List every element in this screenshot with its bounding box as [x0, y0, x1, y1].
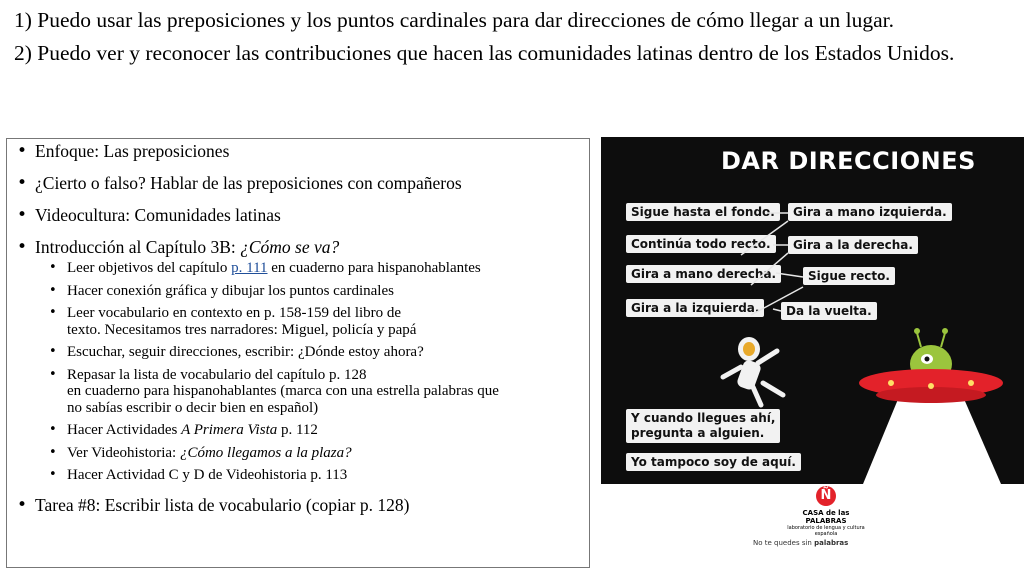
sub-item: • Hacer conexión gráfica y dibujar los puntos cardinales [39, 283, 587, 300]
sub-text: en cuaderno para hispanohablantes (marca con una estrella palabras que [67, 383, 499, 399]
dar-direcciones-poster [601, 137, 1024, 554]
objective-2: 2) Puedo ver y reconocer las contribuciones que hacen las comunidades latinas dentro de los Estados Unidos. [14, 41, 955, 65]
sub-item [39, 305, 587, 338]
page-111-link[interactable]: p. 111 [231, 260, 268, 276]
phrase-tag: Gira a la derecha. [788, 236, 918, 254]
sub-text: Ver Videohistoria: [67, 444, 180, 461]
agenda-item: • Videocultura: Comunidades latinas [17, 205, 587, 226]
sub-item [39, 367, 587, 417]
sub-text: no sabías escribir o decir bien en español) [67, 399, 319, 416]
tagline-text: No te quedes sin [753, 539, 815, 547]
objectives [14, 4, 1014, 70]
agenda-list [17, 141, 587, 527]
phrase-tag: Gira a mano derecha. [626, 265, 781, 283]
agenda-item-homework: • Tarea #8: Escribir lista de vocabulario (copiar p. 128) [17, 495, 587, 516]
phrase-tag: Sigue hasta el fondo. [626, 203, 780, 221]
sub-italic: ¿Cómo llegamos a la plaza? [179, 444, 352, 461]
sub-text: Hacer Actividades [67, 422, 182, 438]
objective-1: 1) Puedo usar las preposiciones y los puntos cardinales para dar direcciones de cómo llegar a un lugar. [14, 8, 895, 32]
phrase-tag: Gira a la izquierda. [626, 299, 764, 317]
phrase-tag: Gira a mano izquierda. [788, 203, 952, 221]
sub-item [39, 422, 587, 439]
bubble-line: pregunta a alguien. [631, 426, 765, 440]
bubble-line: Y cuando llegues ahí, [631, 411, 776, 425]
agenda-item: • Enfoque: Las preposiciones [17, 141, 587, 162]
agenda-box [6, 138, 590, 568]
poster-title: DAR DIRECCIONES [721, 147, 976, 175]
phrase-tag: Da la vuelta. [781, 302, 877, 320]
poster-tagline [753, 539, 848, 547]
connector-lines [741, 213, 803, 315]
sub-item [39, 445, 587, 462]
casa-de-las-palabras-logo [786, 486, 866, 537]
logo-badge: Ñ [816, 486, 836, 506]
sub-list [35, 260, 587, 484]
speech-bubble [626, 409, 780, 443]
sub-text: Leer objetivos del capítulo [67, 260, 232, 276]
astronaut-icon [723, 337, 783, 405]
agenda-item: • ¿Cierto o falso? Hablar de las preposiciones con compañeros [17, 173, 587, 194]
agenda-item-intro [17, 237, 587, 484]
intro-title: ¿Cómo se va? [240, 237, 340, 257]
sub-text: en cuaderno para hispanohablantes [267, 260, 481, 276]
sub-item [39, 260, 587, 277]
logo-subtitle: laboratorio de lengua y cultura española [787, 525, 865, 537]
tagline-bold: palabras [814, 539, 849, 547]
logo-name: CASA de las PALABRAS [802, 509, 850, 525]
sub-text: Repasar la lista de vocabulario del capítulo p. 128 [67, 366, 367, 383]
sub-item: • Escuchar, seguir direcciones, escribir: ¿Dónde estoy ahora? [39, 344, 587, 361]
intro-text: Introducción al Capítulo 3B: [35, 237, 241, 257]
phrase-tag: Continúa todo recto. [626, 235, 776, 253]
sub-italic: A Primera Vista [181, 422, 278, 438]
ufo-icon [859, 328, 1003, 484]
sub-text: texto. Necesitamos tres narradores: Miguel, policía y papá [67, 321, 417, 338]
reply-tag: Yo tampoco soy de aquí. [626, 453, 801, 471]
sub-item: • Hacer Actividad C y D de Videohistoria p. 113 [39, 467, 587, 484]
phrase-tag: Sigue recto. [803, 267, 895, 285]
sub-text: Leer vocabulario en contexto en p. 158-159 del libro de [67, 305, 402, 321]
sub-text: p. 112 [277, 422, 318, 438]
